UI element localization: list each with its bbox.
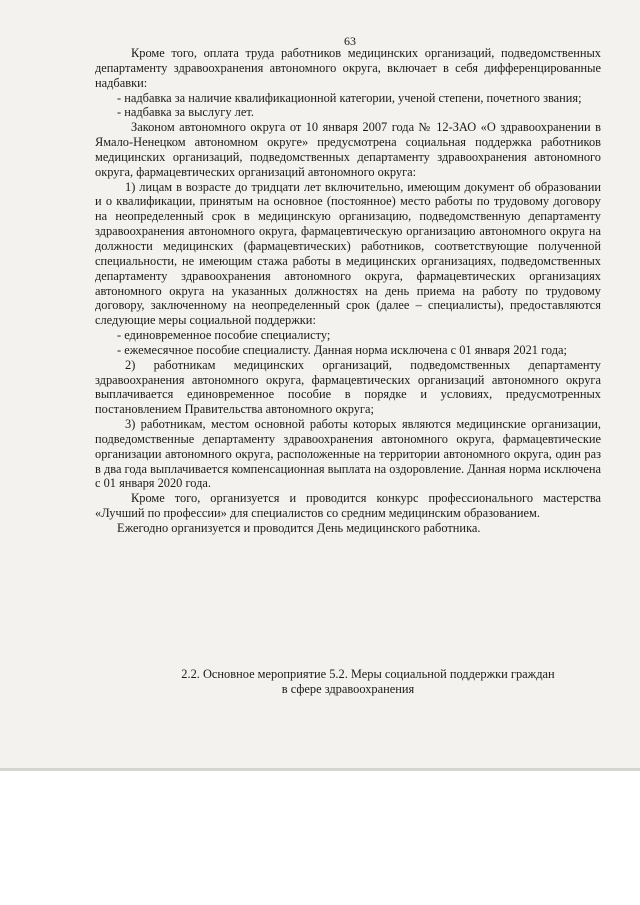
list-item: - ежемесячное пособие специалисту. Данная норма исключена с 01 января 2021 года;: [117, 342, 567, 357]
section-heading-line1: 2.2. Основное мероприятие 5.2. Меры социальной поддержки граждан: [181, 667, 555, 681]
section-heading: [95, 667, 601, 697]
paragraph: 1) лицам в возрасте до тридцати лет включительно, имеющим документ об образовании и о квалификации, принятым на основное (постоянное) место работы по трудовому договору на неопределенный срок в медицинскую организацию, подведомственную департаменту здравоохранения автономного округа, фармацевтическую организацию автономного округа на должности медицинских (фармацевтических) работников, соответствующие полученной специальности, не имеющим стажа работы в медицинских организациях, подведомственных департаменту здравоохранения автономного округа, фармацевтических организациях автономного округа на указанных должностях на день приема на работу по трудовому договору, заключенному на неопределенный срок (далее – специалисты), предоставляются следующие меры социальной поддержки:: [95, 179, 601, 328]
paragraph: Законом автономного округа от 10 января 2007 года № 12-ЗАО «О здравоохранении в Ямало-Ненецком автономном округе» предусмотрена социальная поддержка работников медицинских организаций, подведомственных департаменту здравоохранения автономного округа, фармацевтических организаций автономного округа:: [95, 120, 601, 179]
paragraph: Кроме того, оплата труда работников медицинских организаций, подведомственных департаменту здравоохранения автономного округа, включает в себя дифференцированные надбавки:: [95, 46, 601, 90]
paragraph: Кроме того, организуется и проводится конкурс профессионального мастерства «Лучший по профессии» для специалистов со средним медицинским образованием.: [95, 491, 601, 521]
paragraph: Ежегодно организуется и проводится День медицинского работника.: [117, 521, 481, 535]
paragraph: 2) работникам медицинских организаций, подведомственных департаменту здравоохранения автономного округа, фармацевтических организаций автономного округа выплачивается единовременное пособие в порядке и условиях, предусмотренных постановлением Правительства автономного округа;: [95, 357, 601, 417]
list-item: - единовременное пособие специалисту;: [117, 328, 331, 343]
section-heading-line2: в сфере здравоохранения: [281, 682, 415, 696]
body-text: [95, 46, 601, 536]
page-number: 63: [344, 34, 356, 48]
paragraph: 3) работникам, местом основной работы которых являются медицинские организации, подведомственные департаменту здравоохранения автономного округа, фармацевтические организации автономного округа, расположенные на территории автономного округа, один раз в два года выплачивается компенсационная выплата на оздоровление. Данная норма исключена с 01 января 2020 года.: [95, 417, 601, 491]
list-item: - надбавка за выслугу лет.: [117, 105, 254, 120]
list-item: - надбавка за наличие квалификационной категории, ученой степени, почетного звания;: [117, 90, 582, 105]
